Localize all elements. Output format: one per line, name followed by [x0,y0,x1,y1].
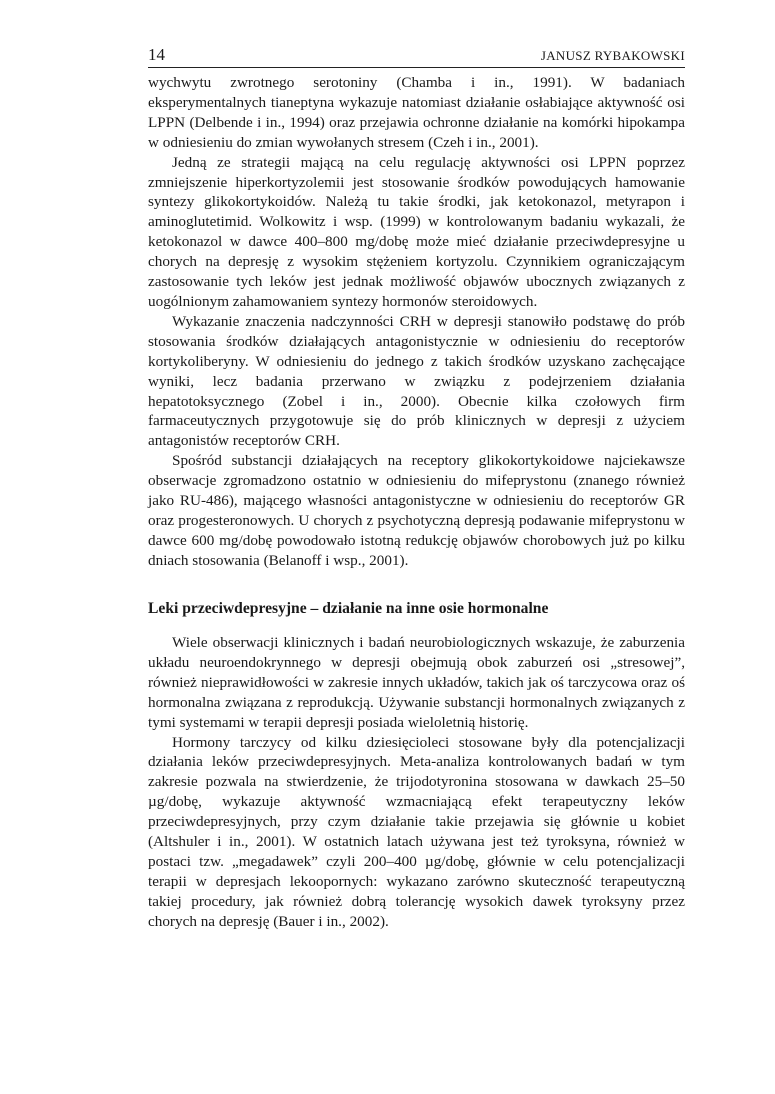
section-body [148,633,685,932]
body-text [148,73,685,571]
paragraph: Spośród substancji działających na receptory glikokortykoidowe najciekawsze obserwacje zgromadzono ostatnio w odniesieniu do mifeprystonu (znanego również jako RU-486), mającego własności antagonistyczne w odniesieniu do receptorów GR oraz progesteronowych. U chorych z psychotyczną depresją podawanie mifeprystonu w dawce 600 mg/dobę powodowało istotną redukcję objawów chorobowych już po kilku dniach stosowania (Belanoff i wsp., 2001). [148,452,685,569]
running-head-author: JANUSZ RYBAKOWSKI [540,48,685,63]
paragraph: Wykazanie znaczenia nadczynności CRH w depresji stanowiło podstawę do prób stosowania środków działających antagonistycznie w odniesieniu do receptorów kortykoliberyny. W odniesieniu do jednego z takich środków uzyskano zachęcające wyniki, lecz badania przerwano w związku z podejrzeniem działania hepatotoksycznego (Zobel i in., 2000). Obecnie kilka czołowych firm farmaceutycznych przygotowuje się do prób klinicznych w depresji z użyciem antagonistów receptorów CRH. [148,312,685,450]
paragraph: Wiele obserwacji klinicznych i badań neurobiologicznych wskazuje, że zaburzenia układu neuroendokrynnego w depresji obejmują obok zaburzeń osi „stresowej”, również nieprawidłowości w zakresie innych układów, takich jak oś tarczycowa oraz oś hormonalna związana z reprodukcją. Używanie substancji hormonalnych związanych z tymi systemami w terapii depresji posiada wieloletnią historię. [148,634,685,731]
paragraph-continued: wychwytu zwrotnego serotoniny (Chamba i in., 1991). W badaniach eksperymentalnych tianeptyna wykazuje natomiast działanie osłabiające aktywność osi LPPN (Delbende i in., 1994) oraz przejawia ochronne działanie na komórki hipokampa w odniesieniu do zmian wywołanych stresem (Czeh i in., 2001). [148,74,685,151]
page-header [148,45,685,68]
section-heading-wrap [148,599,685,619]
paragraph: Hormony tarczycy od kilku dziesięcioleci stosowane były dla potencjalizacji działania leków przeciwdepresyjnych. Meta-analiza kontrolowanych badań w tym zakresie pozwala na stwierdzenie, że trijodotyronina stosowana w dawkach 25–50 µg/dobę, wykazuje aktywność wzmacniającą efekt terapeutyczny leków przeciwdepresyjnych, przy czym działanie takie przejawia się głównie u kobiet (Altshuler i in., 2001). W ostatnich latach używana jest też tyroksyna, również w postaci tzw. „megadawek” czyli 200–400 µg/dobę, głównie w celu potencjalizacji terapii w depresjach lekoopornych: wykazano zarówno skuteczność terapeutyczną takiej procedury, jak również dobrą tolerancję wysokich dawek tyroksyny przez chorych na depresję (Bauer i in., 2002). [148,733,685,930]
section-heading: Leki przeciwdepresyjne – działanie na inne osie hormonalne [148,600,549,617]
page-number: 14 [148,45,165,64]
paragraph: Jedną ze strategii mającą na celu regulację aktywności osi LPPN poprzez zmniejszenie hiperkortyzolemii jest stosowanie środków powodujących hamowanie syntezy glikokortykoidów. Należą tu takie środki, jak ketokonazol, metyrapon i aminoglutetimid. Wolkowitz i wsp. (1999) w kontrolowanym badaniu wykazali, że ketokonazol w dawce 400–800 mg/dobę może mieć działanie przeciwdepresyjne u chorych na depresję z wysokim stężeniem kortyzolu. Czynnikiem ograniczającym zastosowanie tych leków jest jednak możliwość objawów ubocznych związanych z uogólnionym zahamowaniem syntezy hormonów steroidowych. [148,153,685,310]
